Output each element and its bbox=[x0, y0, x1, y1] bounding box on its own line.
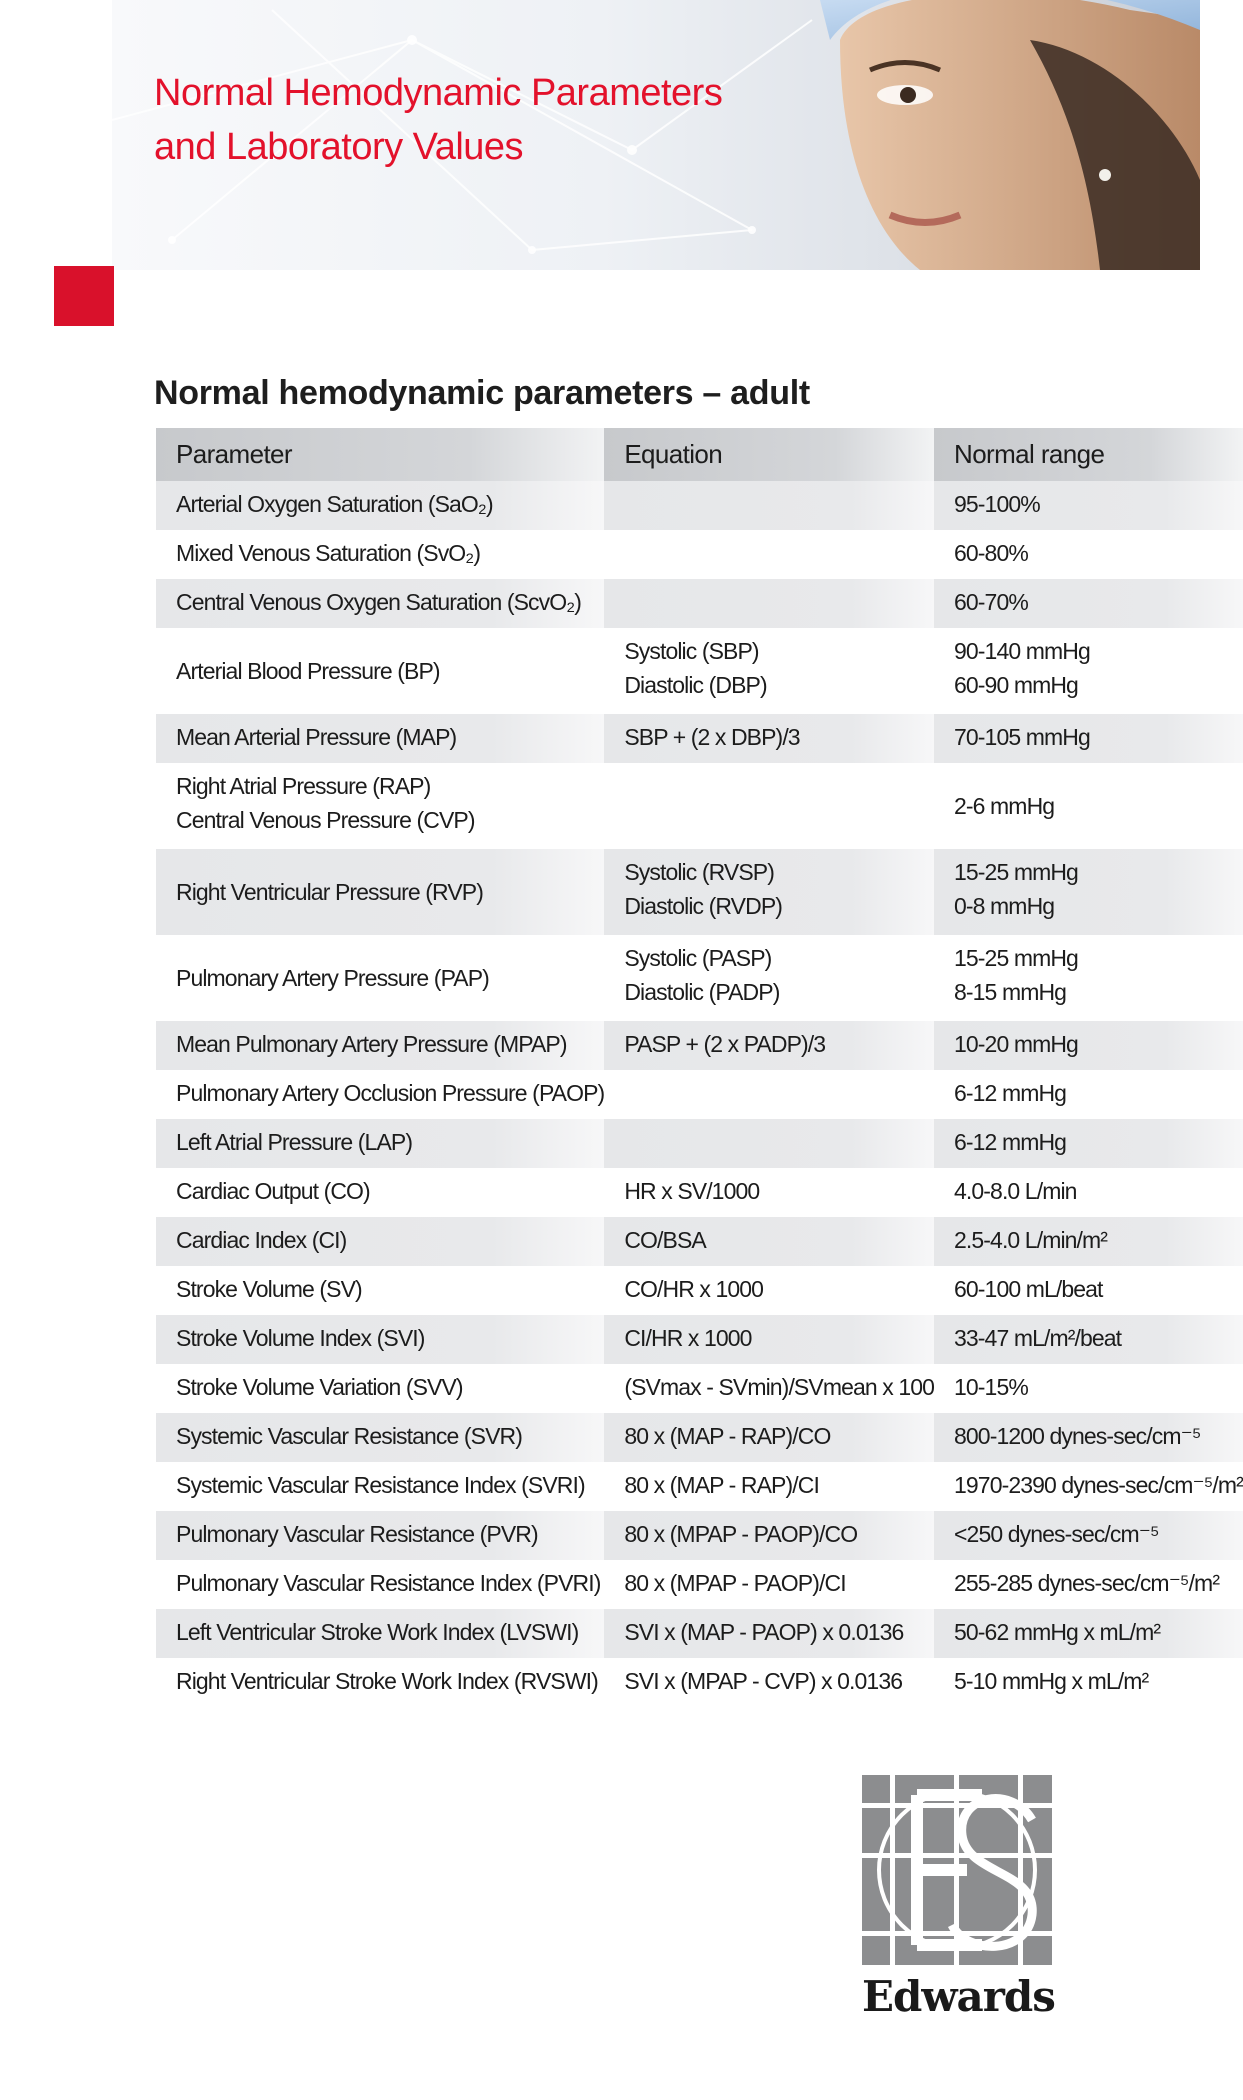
normal-range-cell-line: 70-105 mmHg bbox=[954, 724, 1090, 750]
normal-range-cell bbox=[934, 1119, 1243, 1168]
equation-cell-line: Diastolic (RVDP) bbox=[624, 893, 783, 919]
equation-cell bbox=[604, 935, 934, 1021]
parameter-cell-line: Mean Arterial Pressure (MAP) bbox=[176, 724, 457, 750]
normal-range-cell-line: 60-70% bbox=[954, 589, 1028, 615]
parameter-cell bbox=[156, 1217, 604, 1266]
equation-cell-line: Systolic (RVSP) bbox=[624, 859, 774, 885]
parameter-cell-line: Systemic Vascular Resistance (SVR) bbox=[176, 1423, 523, 1449]
header-equation: Equation bbox=[604, 428, 934, 481]
normal-range-cell-line: 8-15 mmHg bbox=[954, 979, 1067, 1005]
table-row bbox=[156, 935, 1243, 1021]
equation-cell bbox=[604, 1168, 934, 1217]
table-row bbox=[156, 1658, 1243, 1707]
table-row bbox=[156, 1560, 1243, 1609]
parameter-cell-line: Pulmonary Vascular Resistance (PVR) bbox=[176, 1521, 538, 1547]
equation-cell-line: Systolic (SBP) bbox=[624, 638, 759, 664]
parameter-cell bbox=[156, 935, 604, 1021]
equation-cell-line: HR x SV/1000 bbox=[624, 1178, 760, 1204]
parameter-cell bbox=[156, 1511, 604, 1560]
normal-range-cell bbox=[934, 1070, 1243, 1119]
table-row bbox=[156, 530, 1243, 579]
equation-cell-line: 80 x (MAP - RAP)/CI bbox=[624, 1472, 819, 1498]
normal-range-cell bbox=[934, 1413, 1243, 1462]
normal-range-cell bbox=[934, 1658, 1243, 1707]
parameter-cell-line: Arterial Blood Pressure (BP) bbox=[176, 658, 440, 684]
equation-cell bbox=[604, 481, 934, 530]
header-parameter: Parameter bbox=[156, 428, 604, 481]
normal-range-cell bbox=[934, 628, 1243, 714]
normal-range-cell bbox=[934, 763, 1243, 849]
parameter-cell-line: Central Venous Oxygen Saturation (ScvO₂) bbox=[176, 589, 582, 615]
normal-range-cell-line: 60-100 mL/beat bbox=[954, 1276, 1103, 1302]
normal-range-cell bbox=[934, 935, 1243, 1021]
equation-cell-line: Diastolic (PADP) bbox=[624, 979, 780, 1005]
normal-range-cell bbox=[934, 1511, 1243, 1560]
equation-cell bbox=[604, 714, 934, 763]
normal-range-cell-line: 90-140 mmHg bbox=[954, 638, 1090, 664]
equation-cell bbox=[604, 1315, 934, 1364]
parameter-cell-line: Cardiac Index (CI) bbox=[176, 1227, 347, 1253]
normal-range-cell bbox=[934, 1266, 1243, 1315]
equation-cell-line: SVI x (MAP - PAOP) x 0.0136 bbox=[624, 1619, 904, 1645]
parameter-cell bbox=[156, 481, 604, 530]
parameter-cell bbox=[156, 579, 604, 628]
equation-cell bbox=[604, 1070, 934, 1119]
equation-cell bbox=[604, 1119, 934, 1168]
normal-range-cell-line: 60-80% bbox=[954, 540, 1028, 566]
normal-range-cell-line: <250 dynes-sec/cm⁻⁵ bbox=[954, 1521, 1159, 1547]
normal-range-cell bbox=[934, 481, 1243, 530]
equation-cell-line: 80 x (MAP - RAP)/CO bbox=[624, 1423, 831, 1449]
page-title bbox=[154, 66, 722, 174]
normal-range-cell bbox=[934, 849, 1243, 935]
normal-range-cell-line: 33-47 mL/m²/beat bbox=[954, 1325, 1122, 1351]
parameter-cell bbox=[156, 763, 604, 849]
equation-cell bbox=[604, 1462, 934, 1511]
parameter-cell bbox=[156, 714, 604, 763]
equation-cell bbox=[604, 849, 934, 935]
parameter-cell-line: Right Atrial Pressure (RAP) bbox=[176, 773, 431, 799]
parameter-cell-line: Stroke Volume Variation (SVV) bbox=[176, 1374, 463, 1400]
equation-cell-line: SBP + (2 x DBP)/3 bbox=[624, 724, 800, 750]
table-row bbox=[156, 1609, 1243, 1658]
normal-range-cell bbox=[934, 1315, 1243, 1364]
parameter-cell bbox=[156, 530, 604, 579]
parameter-cell bbox=[156, 1560, 604, 1609]
normal-range-cell bbox=[934, 1462, 1243, 1511]
normal-range-cell-line: 50-62 mmHg x mL/m² bbox=[954, 1619, 1161, 1645]
equation-cell-line: CI/HR x 1000 bbox=[624, 1325, 752, 1351]
equation-cell bbox=[604, 1560, 934, 1609]
parameter-cell bbox=[156, 1658, 604, 1707]
table-row bbox=[156, 481, 1243, 530]
parameter-cell-line: Arterial Oxygen Saturation (SaO₂) bbox=[176, 491, 493, 517]
parameter-cell bbox=[156, 628, 604, 714]
table-row bbox=[156, 763, 1243, 849]
parameter-cell-line: Pulmonary Artery Pressure (PAP) bbox=[176, 965, 489, 991]
normal-range-cell-line: 95-100% bbox=[954, 491, 1040, 517]
table-row bbox=[156, 1266, 1243, 1315]
parameter-cell-line: Stroke Volume Index (SVI) bbox=[176, 1325, 425, 1351]
equation-cell-line: SVI x (MPAP - CVP) x 0.0136 bbox=[624, 1668, 903, 1694]
accent-square bbox=[54, 266, 114, 326]
table-row bbox=[156, 1462, 1243, 1511]
parameter-cell-line: Systemic Vascular Resistance Index (SVRI) bbox=[176, 1472, 585, 1498]
parameter-cell-line: Pulmonary Vascular Resistance Index (PVRI) bbox=[176, 1570, 601, 1596]
equation-cell bbox=[604, 530, 934, 579]
equation-cell bbox=[604, 579, 934, 628]
parameter-cell-line: Left Atrial Pressure (LAP) bbox=[176, 1129, 413, 1155]
parameter-cell bbox=[156, 849, 604, 935]
normal-range-cell bbox=[934, 1560, 1243, 1609]
equation-cell-line: 80 x (MPAP - PAOP)/CI bbox=[624, 1570, 846, 1596]
normal-range-cell-line: 0-8 mmHg bbox=[954, 893, 1055, 919]
equation-cell bbox=[604, 1413, 934, 1462]
parameter-cell-line: Cardiac Output (CO) bbox=[176, 1178, 370, 1204]
equation-cell bbox=[604, 1511, 934, 1560]
parameter-cell-line: Right Ventricular Stroke Work Index (RVSWI) bbox=[176, 1668, 598, 1694]
normal-range-cell-line: 1970-2390 dynes-sec/cm⁻⁵/m² bbox=[954, 1472, 1243, 1498]
table-row bbox=[156, 1021, 1243, 1070]
parameter-cell-line: Stroke Volume (SV) bbox=[176, 1276, 362, 1302]
table-row bbox=[156, 1511, 1243, 1560]
equation-cell-line: Diastolic (DBP) bbox=[624, 672, 767, 698]
normal-range-cell bbox=[934, 530, 1243, 579]
table-row bbox=[156, 1364, 1243, 1413]
normal-range-cell bbox=[934, 1609, 1243, 1658]
equation-cell bbox=[604, 1364, 934, 1413]
parameter-cell bbox=[156, 1021, 604, 1070]
parameter-cell bbox=[156, 1266, 604, 1315]
hemodynamic-table bbox=[156, 428, 1243, 1707]
normal-range-cell-line: 6-12 mmHg bbox=[954, 1080, 1067, 1106]
title-line-1: Normal Hemodynamic Parameters bbox=[154, 72, 723, 114]
parameter-cell-line: Left Ventricular Stroke Work Index (LVSWI) bbox=[176, 1619, 579, 1645]
parameter-cell bbox=[156, 1364, 604, 1413]
normal-range-cell bbox=[934, 1364, 1243, 1413]
normal-range-cell-line: 10-20 mmHg bbox=[954, 1031, 1078, 1057]
normal-range-cell-line: 4.0-8.0 L/min bbox=[954, 1178, 1077, 1204]
table-row bbox=[156, 1315, 1243, 1364]
normal-range-cell bbox=[934, 714, 1243, 763]
parameter-cell-line: Mixed Venous Saturation (SvO₂) bbox=[176, 540, 481, 566]
section-title: Normal hemodynamic parameters – adult bbox=[154, 374, 810, 412]
table-row bbox=[156, 1413, 1243, 1462]
table-row bbox=[156, 1217, 1243, 1266]
normal-range-cell-line: 15-25 mmHg bbox=[954, 859, 1078, 885]
parameter-cell bbox=[156, 1070, 604, 1119]
normal-range-cell-line: 2-6 mmHg bbox=[954, 793, 1055, 819]
parameter-cell-line: Central Venous Pressure (CVP) bbox=[176, 807, 475, 833]
normal-range-cell bbox=[934, 1021, 1243, 1070]
parameter-cell-line: Pulmonary Artery Occlusion Pressure (PAOP) bbox=[176, 1080, 605, 1106]
equation-cell-line: (SVmax - SVmin)/SVmean x 100 bbox=[624, 1374, 935, 1400]
normal-range-cell-line: 15-25 mmHg bbox=[954, 945, 1078, 971]
parameter-cell bbox=[156, 1413, 604, 1462]
table-row bbox=[156, 1168, 1243, 1217]
equation-cell-line: 80 x (MPAP - PAOP)/CO bbox=[624, 1521, 858, 1547]
normal-range-cell bbox=[934, 1168, 1243, 1217]
parameter-cell bbox=[156, 1609, 604, 1658]
equation-cell-line: CO/BSA bbox=[624, 1227, 706, 1253]
parameter-cell-line: Mean Pulmonary Artery Pressure (MPAP) bbox=[176, 1031, 567, 1057]
normal-range-cell-line: 60-90 mmHg bbox=[954, 672, 1078, 698]
normal-range-cell-line: 2.5-4.0 L/min/m² bbox=[954, 1227, 1108, 1253]
table-row bbox=[156, 849, 1243, 935]
equation-cell bbox=[604, 1021, 934, 1070]
edwards-es-monogram-icon bbox=[862, 1775, 1052, 1965]
clinician-photo bbox=[800, 0, 1200, 270]
equation-cell-line: CO/HR x 1000 bbox=[624, 1276, 764, 1302]
table-row bbox=[156, 1070, 1243, 1119]
table-body bbox=[156, 481, 1243, 1707]
parameter-cell bbox=[156, 1168, 604, 1217]
table-row bbox=[156, 579, 1243, 628]
equation-cell bbox=[604, 1217, 934, 1266]
normal-range-cell-line: 800-1200 dynes-sec/cm⁻⁵ bbox=[954, 1423, 1201, 1449]
table-header-row bbox=[156, 428, 1243, 481]
normal-range-cell-line: 255-285 dynes-sec/cm⁻⁵/m² bbox=[954, 1570, 1220, 1596]
parameter-cell-line: Right Ventricular Pressure (RVP) bbox=[176, 879, 483, 905]
parameter-cell bbox=[156, 1119, 604, 1168]
equation-cell bbox=[604, 1609, 934, 1658]
header-normal-range: Normal range bbox=[934, 428, 1243, 481]
normal-range-cell-line: 6-12 mmHg bbox=[954, 1129, 1067, 1155]
edwards-wordmark: Edwards bbox=[862, 1972, 1055, 2021]
equation-cell bbox=[604, 1658, 934, 1707]
equation-cell bbox=[604, 628, 934, 714]
parameter-cell bbox=[156, 1315, 604, 1364]
normal-range-cell bbox=[934, 579, 1243, 628]
parameter-cell bbox=[156, 1462, 604, 1511]
table-row bbox=[156, 714, 1243, 763]
table-row bbox=[156, 1119, 1243, 1168]
title-line-2: and Laboratory Values bbox=[154, 126, 524, 168]
equation-cell bbox=[604, 763, 934, 849]
equation-cell bbox=[604, 1266, 934, 1315]
equation-cell-line: PASP + (2 x PADP)/3 bbox=[624, 1031, 826, 1057]
table-row bbox=[156, 628, 1243, 714]
normal-range-cell bbox=[934, 1217, 1243, 1266]
equation-cell-line: Systolic (PASP) bbox=[624, 945, 772, 971]
normal-range-cell-line: 10-15% bbox=[954, 1374, 1028, 1400]
normal-range-cell-line: 5-10 mmHg x mL/m² bbox=[954, 1668, 1149, 1694]
